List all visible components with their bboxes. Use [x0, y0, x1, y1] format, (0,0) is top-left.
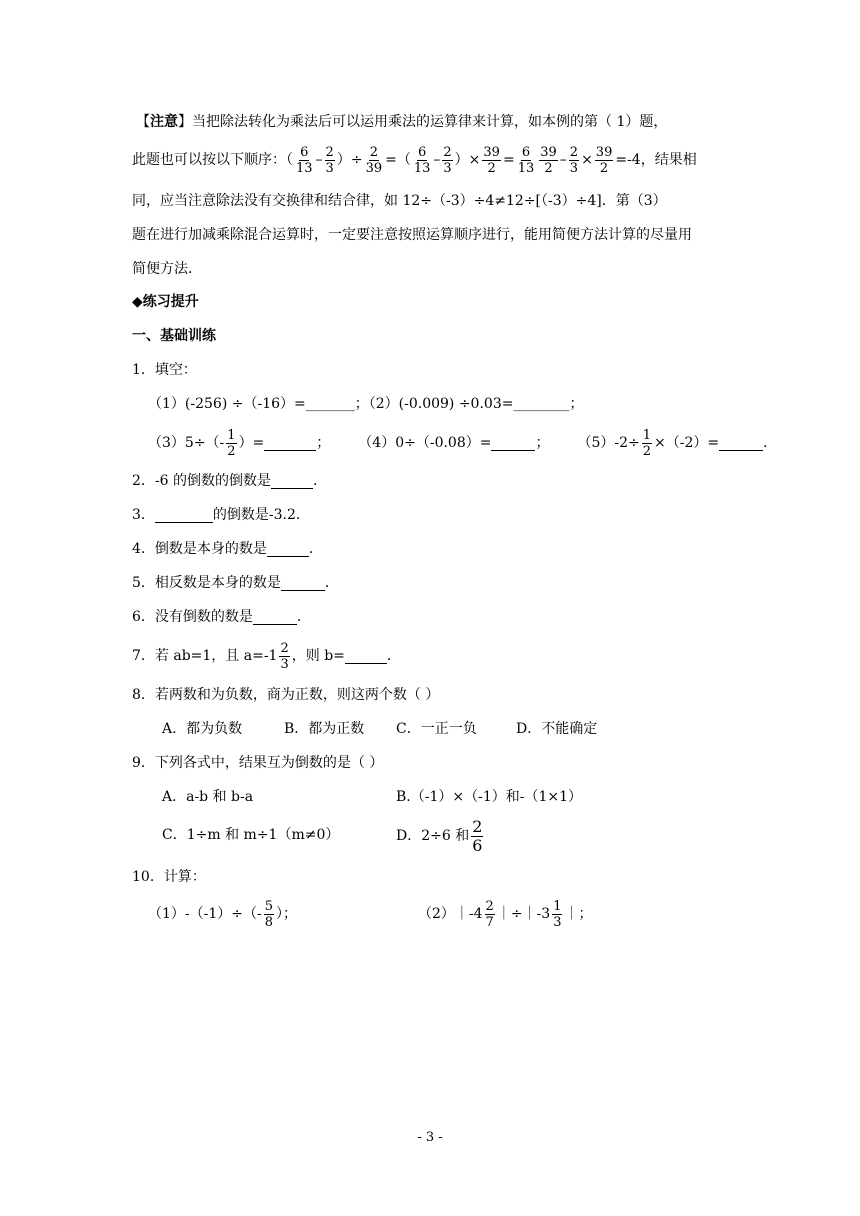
question-10-part-2: （2）｜-4 $\frac{2}{7}$ ｜÷｜-3 $\frac{1}{3}$ ｜；	[418, 898, 593, 930]
fraction-2-6: $\frac{2}{6}$	[472, 816, 483, 855]
q1-part3-suffix: ）=	[238, 435, 265, 451]
note-line-3: 同，应当注意除法没有交换律和结合律，如 12÷（-3）÷4≠12÷[（-3）÷4]．第（3）	[132, 193, 667, 209]
minus-sign: –	[559, 152, 567, 168]
question-8-stem: 8．若两数和为负数，商为正数，则这两个数（ ）	[132, 687, 440, 703]
fraction-2-7: $\frac{2}{7}$	[485, 898, 494, 930]
question-8-option-d[interactable]: D．不能确定	[516, 721, 598, 737]
note-line-2	[132, 138, 697, 182]
q1-part4-end: ；	[535, 435, 550, 451]
question-5: 5．相反数是本身的数是 ．	[132, 575, 339, 591]
fraction-1-3: $\frac{1}{3}$	[553, 898, 562, 930]
page-number: - 3 -	[417, 1130, 443, 1145]
question-1-stem: 1．填空：	[132, 362, 197, 378]
fraction-2-3: $\frac{2}{3}$	[325, 144, 334, 176]
equals-sign: =	[502, 152, 515, 168]
q1-part3-end: ；	[316, 435, 331, 451]
subsection-header: 一、基础训练	[132, 328, 216, 344]
fraction-39-2-b: $\frac{39}{2}$	[540, 144, 557, 176]
note-line-2-prefix: 此题也可以按以下顺序：（	[132, 152, 293, 168]
question-7: 7．若 ab=1，且 a=-1 $\frac{2}{3}$ ，则 b= ．	[132, 640, 401, 672]
question-9-stem: 9．下列各式中，结果互为倒数的是（ ）	[132, 755, 384, 771]
answer-blank[interactable]	[271, 474, 313, 489]
fraction-6-13: $\frac{6}{13}$	[296, 144, 313, 176]
question-8-option-a[interactable]: A．都为负数	[162, 721, 243, 737]
fraction-1-2-b: $\frac{1}{2}$	[642, 427, 652, 459]
question-9-option-d[interactable]: D．2÷6 和 $\frac{2}{6}$	[396, 816, 483, 855]
section-header: ◆练习提升	[132, 294, 199, 310]
question-2: 2．-6 的倒数的倒数是 ．	[132, 473, 327, 489]
fraction-2-3-q7: $\frac{2}{3}$	[280, 640, 289, 672]
note-bracket-close: 】	[178, 114, 192, 130]
answer-blank[interactable]	[491, 436, 535, 451]
fraction-2-39: $\frac{2}{39}$	[365, 144, 383, 176]
question-4: 4．倒数是本身的数是 ．	[132, 541, 323, 557]
answer-blank[interactable]	[281, 576, 325, 591]
question-6: 6．没有倒数的数是 ．	[132, 609, 311, 625]
minus-sign: –	[433, 152, 441, 168]
fraction-6-13-b: $\frac{6}{13}$	[413, 144, 431, 176]
question-9-option-a[interactable]: A．a-b 和 b-a	[162, 789, 254, 805]
question-8-option-b[interactable]: B．都为正数	[284, 721, 365, 737]
answer-blank[interactable]	[264, 436, 316, 451]
times-sign: ×	[581, 152, 593, 168]
fraction-5-8: $\frac{5}{8}$	[264, 898, 274, 930]
fraction-6-13-c: $\frac{6}{13}$	[517, 144, 535, 176]
answer-blank[interactable]	[267, 542, 309, 557]
question-1-row-2	[148, 421, 777, 465]
note-title: 注意	[150, 114, 178, 130]
q1-part3-prefix: （3）5÷（-	[148, 435, 225, 451]
note-line-1	[136, 111, 667, 133]
question-1-row-1: （1）(-256) ÷（-16）=_______；（2）(-0.009) ÷0.03=________；	[148, 396, 584, 412]
q1-part5-end: ．	[763, 435, 778, 451]
fraction-2-3-b: $\frac{2}{3}$	[443, 144, 452, 176]
equals-open: =（	[385, 152, 411, 168]
question-9-option-b[interactable]: B.（-1）×（-1）和-（1×1）	[396, 789, 583, 805]
close-times: ）×	[454, 152, 481, 168]
note-line-1-text: 当把除法转化为乘法后可以运用乘法的运算律来计算，如本例的第（ 1）题，	[192, 114, 668, 130]
question-10-part-1: （1）-（-1）÷（- $\frac{5}{8}$ ）；	[148, 898, 298, 930]
close-divide: ）÷	[336, 152, 363, 168]
fraction-2-3-c: $\frac{2}{3}$	[569, 144, 579, 176]
fraction-39-2-c: $\frac{39}{2}$	[595, 144, 613, 176]
fraction-39-2: $\frac{39}{2}$	[483, 144, 500, 176]
minus-sign: –	[315, 152, 323, 168]
question-8-option-c[interactable]: C．一正一负	[396, 721, 477, 737]
question-10-stem: 10．计算：	[132, 869, 206, 885]
answer-blank[interactable]	[719, 436, 763, 451]
answer-blank[interactable]	[253, 610, 297, 625]
answer-blank[interactable]	[345, 649, 387, 664]
note-line-2-suffix: =-4，结果相	[615, 152, 697, 168]
q1-part5-prefix: （5）-2÷	[577, 435, 640, 451]
q1-part4: （4）0÷（-0.08）=	[358, 435, 492, 451]
note-line-4: 题在进行加减乘除混合运算时，一定要注意按照运算顺序进行，能用简便方法计算的尽量用	[132, 227, 692, 243]
question-3: 3． 的倒数是-3.2．	[132, 507, 310, 523]
note-line-5: 简便方法．	[132, 261, 202, 277]
question-9-option-c[interactable]: C．1÷m 和 m÷1（m≠0）	[162, 827, 340, 843]
q1-part5-suffix: ×（-2）=	[654, 435, 720, 451]
note-bracket-open: 【	[136, 114, 150, 130]
fraction-1-2: $\frac{1}{2}$	[227, 427, 236, 459]
answer-blank[interactable]	[155, 508, 213, 523]
